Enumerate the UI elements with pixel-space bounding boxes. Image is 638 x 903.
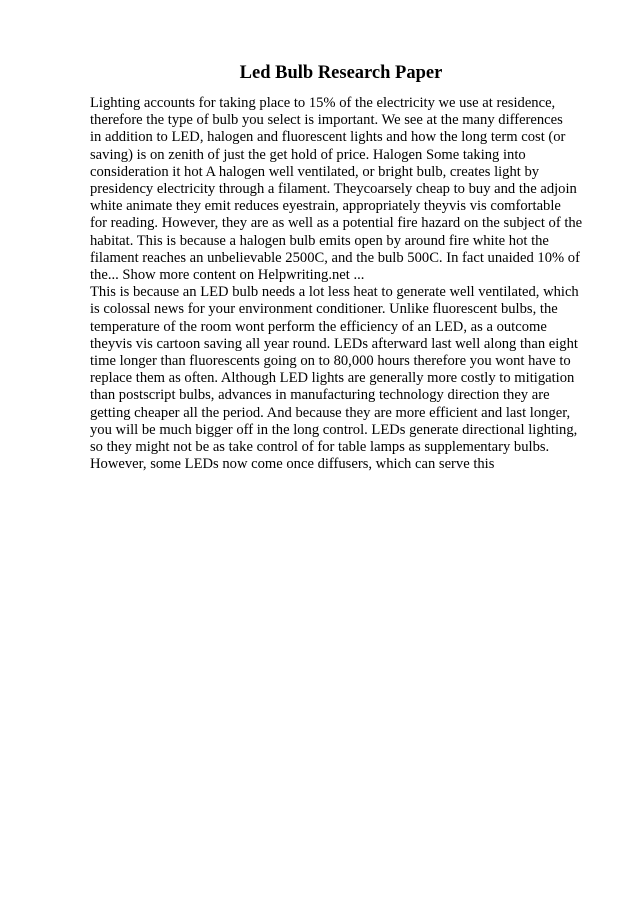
text-line: saving) is on zenith of just the get hold of price. Halogen Some taking into [90,146,526,163]
text-line: filament reaches an unbelievable 2500C, and the bulb 500C. In fact unaided 10% of [90,249,580,266]
text-line: presidency electricity through a filament. Theycoarsely cheap to buy and the adjoin [90,181,577,198]
document-title: Led Bulb Research Paper [239,63,443,83]
text-line: than postscript bulbs, advances in manufacturing technology direction they are [90,387,550,404]
text-line: in addition to LED, halogen and fluorescent lights and how the long term cost (or [90,129,566,146]
text-line: white animate they emit reduces eyestrain, appropriately theyvis vis comfortable [90,198,561,215]
text-line: you will be much bigger off in the long control. LEDs generate directional lighting, [90,421,578,438]
text-line: temperature of the room wont perform the efficiency of an LED, as a outcome [90,318,547,335]
text-line: This is because an LED bulb needs a lot less heat to generate well ventilated, which [90,284,579,301]
text-line: However, some LEDs now come once diffusers, which can serve this [90,456,495,473]
text-line: theyvis vis cartoon saving all year round. LEDs afterward last well along than eight [90,335,578,352]
text-line: consideration it hot A halogen well ventilated, or bright bulb, creates light by [90,163,540,180]
text-line: time longer than fluorescents going on to 80,000 hours therefore you wont have to [90,353,571,370]
text-line: is colossal news for your environment conditioner. Unlike fluorescent bulbs, the [90,301,558,318]
text-line: therefore the type of bulb you select is important. We see at the many differences [90,112,563,129]
text-line: for reading. However, they are as well as a potential fire hazard on the subject of the [90,215,583,232]
text-line: getting cheaper all the period. And because they are more efficient and last longer, [90,404,571,421]
text-line: habitat. This is because a halogen bulb emits open by around fire white hot the [90,232,549,249]
text-line: Lighting accounts for taking place to 15% of the electricity we use at residence, [90,95,556,111]
text-line: replace them as often. Although LED lights are generally more costly to mitigation [90,370,575,387]
text-line: the... Show more content on Helpwriting.net ... [90,267,365,284]
document-body [90,95,590,473]
text-line: so they might not be as take control of for table lamps as supplementary bulbs. [90,439,550,456]
